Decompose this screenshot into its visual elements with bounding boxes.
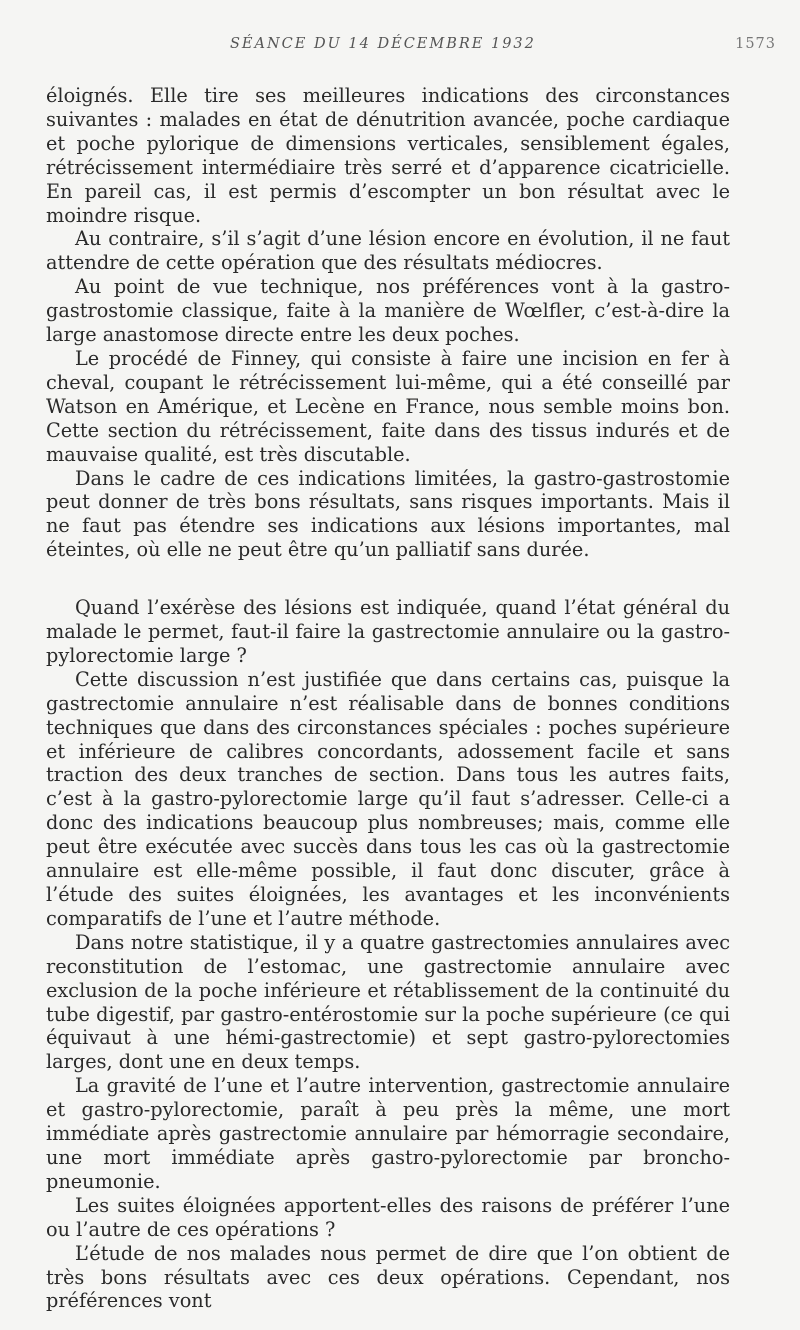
paragraph: Dans notre statistique, il y a quatre gastrectomies annulaires avec reconstitution de l’estomac, une gastrectomie annulaire avec exclusion de la poche inférieure et rétablissement de la continuité du tube digestif, par gastro-entérostomie sur la poche supérieure (ce qui équivaut à une hémi-gastrectomie) et sept gastro-pylorectomies larges, dont une en deux temps. <box>46 930 730 1074</box>
body-text <box>46 84 730 1313</box>
paragraph: éloignés. Elle tire ses meilleures indications des circonstances suivantes : malades en état de dénutrition avancée, poche cardiaque et poche pylorique de dimensions verticales, sensiblement égales, rétrécissement intermédiaire très serré et d’apparence cicatricielle. En pareil cas, il est permis d’escompter un bon résultat avec le moindre risque. <box>46 84 730 227</box>
paragraph: Au point de vue technique, nos préférences vont à la gastro-gastrostomie classique, faite à la manière de Wœlfler, c’est-à-dire la large anastomose directe entre les deux poches. <box>46 275 730 347</box>
paragraph: Le procédé de Finney, qui consiste à faire une incision en fer à cheval, coupant le rétrécissement lui-même, qui a été conseillé par Watson en Amérique, et Lecène en France, nous semble moins bon. Cette section du rétrécissement, faite dans des tissus indurés et de mauvaise qualité, est très discutable. <box>46 346 730 466</box>
paragraph: Au contraire, s’il s’agit d’une lésion encore en évolution, il ne faut attendre de cette opération que des résultats médiocres. <box>46 227 730 275</box>
paragraph: La gravité de l’une et l’autre intervention, gastrectomie annulaire et gastro-pylorectomie, paraît à peu près la même, une mort immédiate après gastrectomie annulaire par hémorragie secondaire, une mort immédiate après gastro-pylorectomie par broncho-pneumonie. <box>46 1074 730 1193</box>
paragraph: Dans le cadre de ces indications limitées, la gastro-gastrostomie peut donner de très bons résultats, sans risques importants. Mais il ne faut pas étendre ses indications aux lésions importantes, mal éteintes, où elle ne peut être qu’un palliatif sans durée. <box>46 466 730 562</box>
running-header <box>46 36 776 66</box>
running-title: SÉANCE DU 14 DÉCEMBRE 1932 <box>230 36 536 52</box>
paragraph: L’étude de nos malades nous permet de dire que l’on obtient de très bons résultats avec ces deux opérations. Cependant, nos préférences vont <box>46 1241 730 1313</box>
paragraph: Cette discussion n’est justifiée que dans certains cas, puisque la gastrectomie annulaire n’est réalisable dans de bonnes conditions techniques que dans des circonstances spéciales : poches supérieure et inférieure de calibres concordants, adossement facile et sans traction des deux tranches de section. Dans tous les autres faits, c’est à la gastro-pylorectomie large qu’il faut s’adresser. Celle-ci a donc des indications beaucoup plus nombreuses; mais, comme elle peut être exécutée avec succès dans tous les cas où la gastrectomie annulaire est elle-même possible, il faut donc discuter, grâce à l’étude des suites éloignées, les avantages et les inconvénients comparatifs de l’une et l’autre méthode. <box>46 667 730 930</box>
paragraph: Les suites éloignées apportent-elles des raisons de préférer l’une ou l’autre de ces opérations ? <box>46 1193 730 1241</box>
page-number: 1573 <box>735 36 776 52</box>
paragraph: Quand l’exérèse des lésions est indiquée, quand l’état général du malade le permet, faut-il faire la gastrectomie annulaire ou la gastro-pylorectomie large ? <box>46 596 730 667</box>
